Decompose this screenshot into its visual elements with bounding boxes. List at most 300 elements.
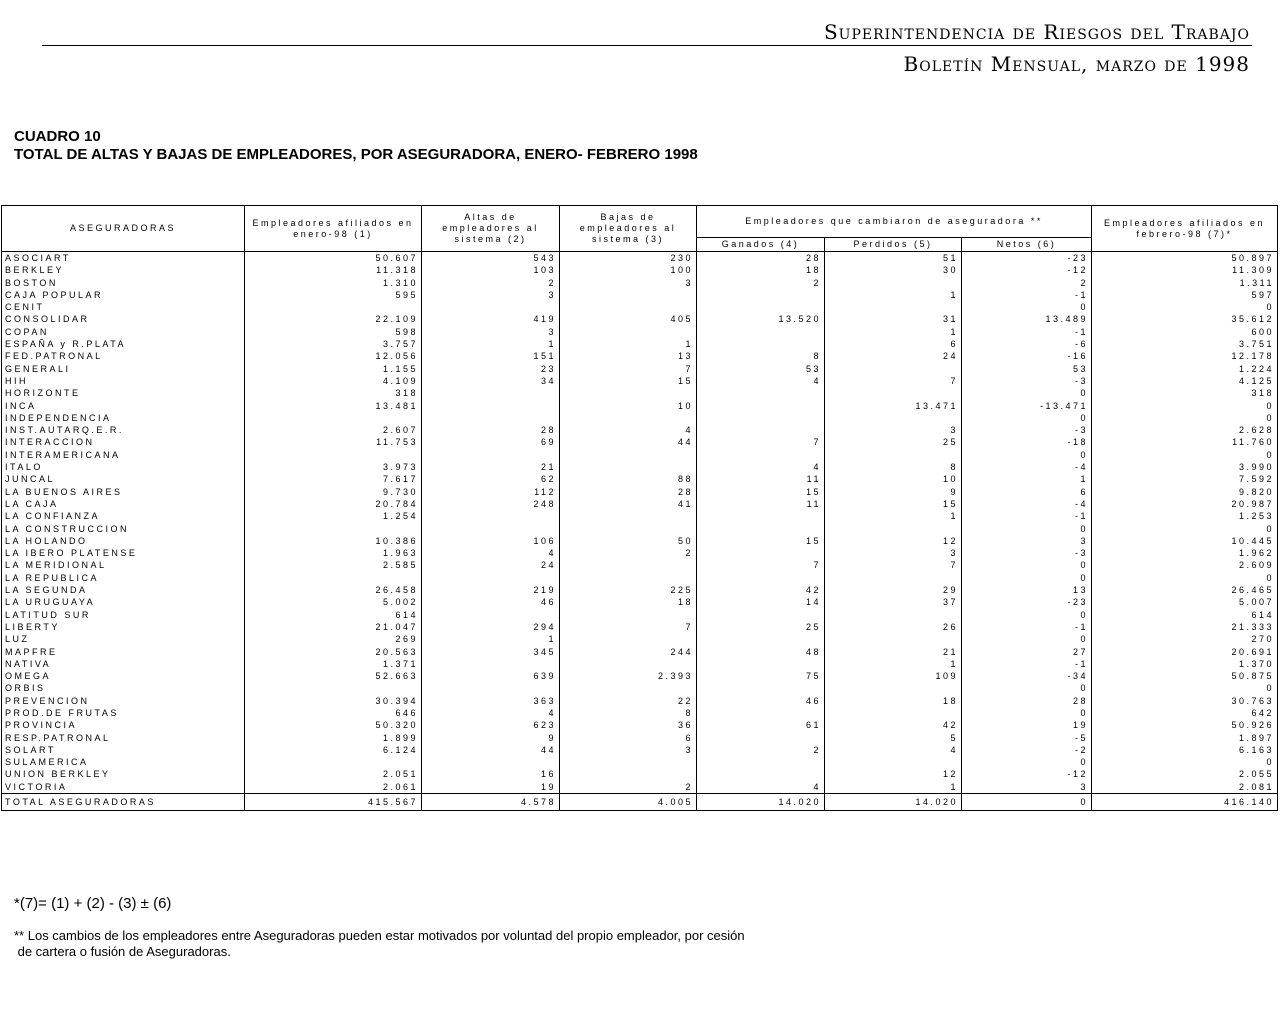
table-cell: 41 <box>560 498 697 510</box>
table-cell: 1.963 <box>245 547 422 559</box>
table-row <box>2 547 1278 559</box>
table-cell: 3 <box>560 277 697 289</box>
table-cell: -3 <box>962 375 1092 387</box>
table-cell: 3.973 <box>245 461 422 473</box>
table-cell: 62 <box>422 473 560 485</box>
insurer-name: ASOCIART <box>2 252 245 265</box>
insurer-name: LA HOLANDO <box>2 535 245 547</box>
table-cell: 600 <box>1092 326 1278 338</box>
table-cell: -4 <box>962 461 1092 473</box>
table-cell: 9 <box>422 732 560 744</box>
table-cell <box>697 707 825 719</box>
table-cell <box>560 289 697 301</box>
insurer-name: LIBERTY <box>2 621 245 633</box>
table-cell <box>560 658 697 670</box>
table-cell: 27 <box>962 646 1092 658</box>
table-cell: 4 <box>825 744 962 756</box>
insurer-name: GENERALI <box>2 363 245 375</box>
col-header-perdidos: Perdidos (5) <box>825 238 962 252</box>
table-cell: 1 <box>962 473 1092 485</box>
col-header-netos: Netos (6) <box>962 238 1092 252</box>
table-cell: 13.489 <box>962 313 1092 325</box>
insurer-name: BERKLEY <box>2 264 245 276</box>
table-cell: 6.163 <box>1092 744 1278 756</box>
table-cell: 244 <box>560 646 697 658</box>
table-cell <box>422 387 560 399</box>
table-cell: 4.125 <box>1092 375 1278 387</box>
table-cell: 2.585 <box>245 559 422 571</box>
table-cell: -18 <box>962 436 1092 448</box>
table-cell: 51 <box>825 252 962 265</box>
table-cell: 2 <box>560 547 697 559</box>
table-cell <box>697 400 825 412</box>
table-cell: 52.663 <box>245 670 422 682</box>
table-cell: 3 <box>962 535 1092 547</box>
table-cell <box>245 523 422 535</box>
table-cell <box>697 732 825 744</box>
table-cell: 623 <box>422 719 560 731</box>
table-cell: 3 <box>560 744 697 756</box>
table-cell: 8 <box>560 707 697 719</box>
insurer-name: HORIZONTE <box>2 387 245 399</box>
insurer-name: SULAMERICA <box>2 756 245 768</box>
table-row <box>2 375 1278 387</box>
col-header-altas: Altas de empleadores al sistema (2) <box>422 206 560 252</box>
table-row <box>2 633 1278 645</box>
table-cell <box>560 756 697 768</box>
table-cell: 1.899 <box>245 732 422 744</box>
table-cell: 11 <box>697 473 825 485</box>
table-cell: 598 <box>245 326 422 338</box>
table-cell: 7 <box>560 363 697 375</box>
table-cell: 0 <box>1092 572 1278 584</box>
table-cell <box>422 510 560 522</box>
table-row <box>2 350 1278 362</box>
table-cell: 13 <box>962 584 1092 596</box>
table-row <box>2 768 1278 780</box>
table-number: CUADRO 10 <box>14 128 101 145</box>
table-cell: 34 <box>422 375 560 387</box>
col-header-ganados: Ganados (4) <box>697 238 825 252</box>
table-cell: 248 <box>422 498 560 510</box>
col-header-cambiaron: Empleadores que cambiaron de aseguradora ** <box>697 206 1092 238</box>
table-cell: 269 <box>245 633 422 645</box>
table-cell: 109 <box>825 670 962 682</box>
insurer-name: INDEPENDENCIA <box>2 412 245 424</box>
table-cell: 614 <box>245 609 422 621</box>
table-cell: 9 <box>825 486 962 498</box>
table-cell: 10 <box>560 400 697 412</box>
insurer-name: COPAN <box>2 326 245 338</box>
table-cell: 10.445 <box>1092 535 1278 547</box>
table-cell <box>422 449 560 461</box>
insurer-name: LA SEGUNDA <box>2 584 245 596</box>
total-cell: 14.020 <box>697 794 825 811</box>
table-cell: 30.394 <box>245 695 422 707</box>
table-cell: 28 <box>560 486 697 498</box>
table-cell: -16 <box>962 350 1092 362</box>
table-cell: 3 <box>422 326 560 338</box>
table-cell: 22 <box>560 695 697 707</box>
table-cell: -3 <box>962 547 1092 559</box>
insurer-name: CENIT <box>2 301 245 313</box>
insurer-name: RESP.PATRONAL <box>2 732 245 744</box>
table-cell: 12 <box>825 768 962 780</box>
table-cell: -12 <box>962 264 1092 276</box>
table-cell: 11 <box>697 498 825 510</box>
table-cell: 1 <box>825 326 962 338</box>
table-cell: 26.465 <box>1092 584 1278 596</box>
table-cell: 0 <box>962 559 1092 571</box>
table-cell: -3 <box>962 424 1092 436</box>
table-row <box>2 559 1278 571</box>
table-cell: 0 <box>1092 449 1278 461</box>
table-cell: 7 <box>697 559 825 571</box>
table-row <box>2 756 1278 768</box>
table-cell: 9.820 <box>1092 486 1278 498</box>
table-cell: -12 <box>962 768 1092 780</box>
table-row <box>2 387 1278 399</box>
table-cell <box>825 633 962 645</box>
table-cell: 2.081 <box>1092 781 1278 794</box>
table-cell: 53 <box>962 363 1092 375</box>
insurer-name: VICTORIA <box>2 781 245 794</box>
table-cell: 7 <box>825 375 962 387</box>
table-cell: 2.393 <box>560 670 697 682</box>
table-cell: 4 <box>422 707 560 719</box>
table-cell: 21 <box>825 646 962 658</box>
table-cell: 7 <box>825 559 962 571</box>
table-cell: 1 <box>422 633 560 645</box>
table-row <box>2 707 1278 719</box>
insurer-name: OMEGA <box>2 670 245 682</box>
insurer-name: LA IBERO PLATENSE <box>2 547 245 559</box>
table-cell: 7.617 <box>245 473 422 485</box>
table-row <box>2 781 1278 794</box>
table-cell <box>245 412 422 424</box>
table-cell <box>422 412 560 424</box>
insurer-name: NATIVA <box>2 658 245 670</box>
table-cell: 24 <box>825 350 962 362</box>
table-cell: 0 <box>1092 301 1278 313</box>
table-cell: 25 <box>825 436 962 448</box>
table-cell: -34 <box>962 670 1092 682</box>
insurer-name: PREVENCION <box>2 695 245 707</box>
table-cell: 1.370 <box>1092 658 1278 670</box>
table-cell: 48 <box>697 646 825 658</box>
table-row <box>2 313 1278 325</box>
table-cell: 36 <box>560 719 697 731</box>
employers-table <box>1 205 1278 811</box>
table-cell <box>825 387 962 399</box>
table-cell <box>697 572 825 584</box>
table-cell: 106 <box>422 535 560 547</box>
table-cell: 5 <box>825 732 962 744</box>
table-cell: 1.962 <box>1092 547 1278 559</box>
table-cell <box>697 289 825 301</box>
table-cell <box>825 682 962 694</box>
insurer-name: INCA <box>2 400 245 412</box>
insurer-name: LA CAJA <box>2 498 245 510</box>
table-row <box>2 412 1278 424</box>
table-cell: 18 <box>825 695 962 707</box>
table-cell: 0 <box>1092 756 1278 768</box>
table-cell: 15 <box>697 535 825 547</box>
insurer-name: INTERACCION <box>2 436 245 448</box>
insurer-name: FED.PATRONAL <box>2 350 245 362</box>
table-row <box>2 744 1278 756</box>
table-cell <box>697 301 825 313</box>
table-cell: 1.310 <box>245 277 422 289</box>
table-cell: 21.047 <box>245 621 422 633</box>
table-cell <box>560 768 697 780</box>
table-cell: 3 <box>422 289 560 301</box>
table-cell <box>560 572 697 584</box>
table-cell: 100 <box>560 264 697 276</box>
table-cell: 19 <box>422 781 560 794</box>
table-cell: 2 <box>560 781 697 794</box>
table-cell: -1 <box>962 510 1092 522</box>
table-cell: 2.609 <box>1092 559 1278 571</box>
insurer-name: PROVINCIA <box>2 719 245 731</box>
table-cell: 642 <box>1092 707 1278 719</box>
table-row <box>2 338 1278 350</box>
table-row <box>2 682 1278 694</box>
table-cell <box>560 633 697 645</box>
table-cell: 21 <box>422 461 560 473</box>
table-cell: 8 <box>825 461 962 473</box>
report-header-subtitle: Boletín Mensual, marzo de 1998 <box>903 52 1250 76</box>
table-cell: 28 <box>697 252 825 265</box>
total-row <box>2 794 1278 811</box>
table-caption <box>14 128 698 164</box>
insurer-name: CONSOLIDAR <box>2 313 245 325</box>
table-row <box>2 400 1278 412</box>
table-cell: 10 <box>825 473 962 485</box>
table-cell: 4 <box>560 424 697 436</box>
table-row <box>2 572 1278 584</box>
table-cell: 646 <box>245 707 422 719</box>
table-cell: 20.563 <box>245 646 422 658</box>
total-label: TOTAL ASEGURADORAS <box>2 794 245 811</box>
table-cell: 639 <box>422 670 560 682</box>
table-cell: 3.990 <box>1092 461 1278 473</box>
table-body <box>2 252 1278 794</box>
table-cell: 1 <box>560 338 697 350</box>
table-cell <box>825 301 962 313</box>
table-cell: 0 <box>962 756 1092 768</box>
formula-note: *(7)= (1) + (2) - (3) ± (6) <box>14 895 172 912</box>
table-cell: 20.987 <box>1092 498 1278 510</box>
table-cell: 30 <box>825 264 962 276</box>
insurer-name: LA REPUBLICA <box>2 572 245 584</box>
table-cell: 42 <box>825 719 962 731</box>
insurer-name: MAPFRE <box>2 646 245 658</box>
table-cell <box>697 387 825 399</box>
table-cell: 9.730 <box>245 486 422 498</box>
table-cell: 14 <box>697 596 825 608</box>
total-cell: 4.578 <box>422 794 560 811</box>
insurer-name: PROD.DE FRUTAS <box>2 707 245 719</box>
table-cell: 30.763 <box>1092 695 1278 707</box>
table-row <box>2 609 1278 621</box>
table-cell <box>560 682 697 694</box>
table-cell: 151 <box>422 350 560 362</box>
table-cell: 0 <box>962 449 1092 461</box>
table-cell: 50.607 <box>245 252 422 265</box>
table-row <box>2 596 1278 608</box>
table-cell: 6 <box>825 338 962 350</box>
table-cell: 1.311 <box>1092 277 1278 289</box>
table-cell: 3.751 <box>1092 338 1278 350</box>
table-cell: 13.481 <box>245 400 422 412</box>
table-cell: 37 <box>825 596 962 608</box>
table-cell <box>697 338 825 350</box>
table-cell <box>825 707 962 719</box>
table-cell: 12.178 <box>1092 350 1278 362</box>
table-row <box>2 486 1278 498</box>
table-cell <box>422 658 560 670</box>
table-cell: 219 <box>422 584 560 596</box>
table-cell: 28 <box>962 695 1092 707</box>
table-cell <box>422 756 560 768</box>
table-cell: 2.607 <box>245 424 422 436</box>
table-cell: 0 <box>962 387 1092 399</box>
table-row <box>2 719 1278 731</box>
table-cell: 23 <box>422 363 560 375</box>
table-cell: 25 <box>697 621 825 633</box>
table-cell: 543 <box>422 252 560 265</box>
footnote: ** Los cambios de los empleadores entre Aseguradoras pueden estar motivados por voluntad del propio empleador, por cesión de cartera o fusión de Aseguradoras. <box>14 928 745 959</box>
table-row <box>2 326 1278 338</box>
table-cell: 345 <box>422 646 560 658</box>
insurer-name: ORBIS <box>2 682 245 694</box>
table-cell: 69 <box>422 436 560 448</box>
table-cell: -1 <box>962 326 1092 338</box>
table-cell <box>697 768 825 780</box>
table-cell: 4 <box>697 375 825 387</box>
table-cell: 2 <box>697 277 825 289</box>
table-cell <box>825 363 962 375</box>
table-cell: 12 <box>825 535 962 547</box>
table-cell: 22.109 <box>245 313 422 325</box>
col-header-empleadores-enero: Empleadores afiliados en enero-98 (1) <box>245 206 422 252</box>
table-cell <box>245 572 422 584</box>
table-cell: 44 <box>422 744 560 756</box>
table-cell: 13.471 <box>825 400 962 412</box>
col-header-aseguradoras: ASEGURADORAS <box>2 206 245 252</box>
table-cell <box>825 609 962 621</box>
table-cell <box>560 523 697 535</box>
table-cell: 6 <box>962 486 1092 498</box>
table-row <box>2 658 1278 670</box>
table-cell <box>560 461 697 473</box>
table-cell: 12.056 <box>245 350 422 362</box>
table-row <box>2 277 1278 289</box>
table-cell <box>560 301 697 313</box>
table-cell: 13.520 <box>697 313 825 325</box>
table-cell: 50.875 <box>1092 670 1278 682</box>
table-row <box>2 584 1278 596</box>
table-cell <box>825 523 962 535</box>
table-cell: 2.628 <box>1092 424 1278 436</box>
insurer-name: INST.AUTARQ.E.R. <box>2 424 245 436</box>
table-cell: 1 <box>825 289 962 301</box>
insurer-name: LATITUD SUR <box>2 609 245 621</box>
table-cell: 0 <box>1092 682 1278 694</box>
table-cell: 1.224 <box>1092 363 1278 375</box>
table-cell: 1.371 <box>245 658 422 670</box>
table-cell: 88 <box>560 473 697 485</box>
table-cell: 2.051 <box>245 768 422 780</box>
table-cell: 18 <box>560 596 697 608</box>
table-cell: -4 <box>962 498 1092 510</box>
table-cell <box>422 572 560 584</box>
table-cell: 405 <box>560 313 697 325</box>
table-cell: 0 <box>962 523 1092 535</box>
table-row <box>2 535 1278 547</box>
table-cell: 2.055 <box>1092 768 1278 780</box>
table-cell <box>560 559 697 571</box>
table-cell: 11.753 <box>245 436 422 448</box>
table-cell: 0 <box>962 707 1092 719</box>
table-cell: 1 <box>825 658 962 670</box>
table-cell: 225 <box>560 584 697 596</box>
table-cell <box>560 326 697 338</box>
table-cell: 1.253 <box>1092 510 1278 522</box>
table-row <box>2 264 1278 276</box>
insurer-name: UNION BERKLEY <box>2 768 245 780</box>
insurer-name: BOSTON <box>2 277 245 289</box>
table-cell <box>697 510 825 522</box>
table-cell <box>245 301 422 313</box>
table-cell <box>560 412 697 424</box>
table-cell: 2 <box>422 277 560 289</box>
header-rule <box>42 45 1252 46</box>
table-row <box>2 289 1278 301</box>
table-cell: 3 <box>962 781 1092 794</box>
table-cell: 3 <box>825 424 962 436</box>
table-cell: 419 <box>422 313 560 325</box>
table-cell <box>825 412 962 424</box>
total-cell: 0 <box>962 794 1092 811</box>
table-cell: 7 <box>697 436 825 448</box>
table-cell: 11.318 <box>245 264 422 276</box>
table-cell <box>825 277 962 289</box>
total-cell: 4.005 <box>560 794 697 811</box>
table-cell: 230 <box>560 252 697 265</box>
table-cell <box>825 572 962 584</box>
table-cell: 44 <box>560 436 697 448</box>
table-cell: 1 <box>825 781 962 794</box>
table-cell: 1.155 <box>245 363 422 375</box>
table-cell: 50.320 <box>245 719 422 731</box>
table-row <box>2 301 1278 313</box>
table-cell: 15 <box>560 375 697 387</box>
table-cell: 318 <box>1092 387 1278 399</box>
table-cell: 11.760 <box>1092 436 1278 448</box>
table-cell: 1 <box>422 338 560 350</box>
table-cell: 3 <box>825 547 962 559</box>
table-cell: 0 <box>962 609 1092 621</box>
total-cell: 14.020 <box>825 794 962 811</box>
table-row <box>2 436 1278 448</box>
total-cell: 416.140 <box>1092 794 1278 811</box>
table-cell: 21.333 <box>1092 621 1278 633</box>
table-cell: 4.109 <box>245 375 422 387</box>
table-cell: 6 <box>560 732 697 744</box>
table-cell <box>245 756 422 768</box>
